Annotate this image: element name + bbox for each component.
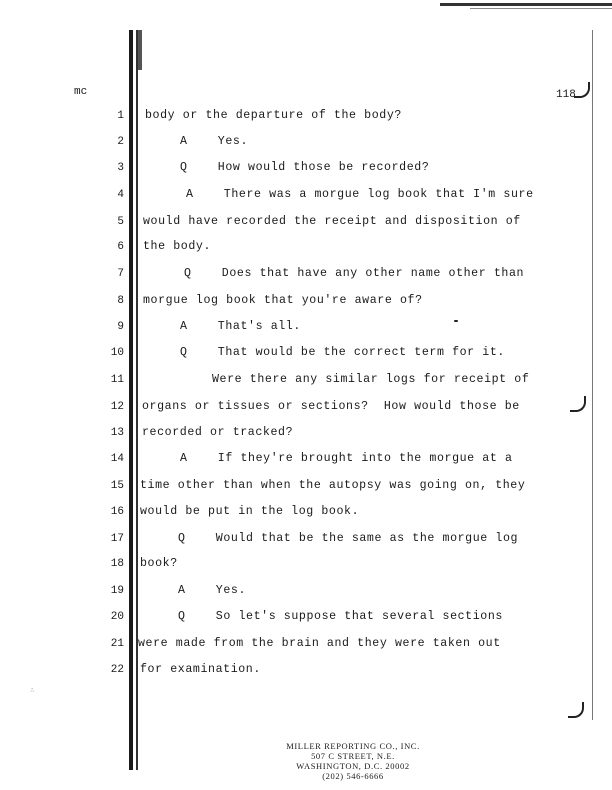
transcript-line-text: Q That would be the correct term for it. [180, 346, 505, 359]
transcript-line-text: Were there any similar logs for receipt of [212, 373, 530, 386]
line-number: 2 [117, 136, 124, 148]
margin-curve-mark [574, 82, 590, 98]
line-number: 10 [110, 347, 124, 359]
line-number: 21 [110, 638, 124, 650]
footer-company: MILLER REPORTING CO., INC. [286, 741, 420, 751]
transcript-line-text: morgue log book that you're aware of? [143, 294, 423, 307]
line-number: 20 [110, 611, 124, 623]
line-number: 1 [117, 110, 124, 122]
scan-speck: ∴ [30, 687, 35, 695]
line-number: 13 [110, 427, 124, 439]
line-number: 12 [110, 401, 124, 413]
transcript-line-text: would be put in the log book. [140, 505, 360, 518]
transcript-line-text: A Yes. [180, 135, 249, 148]
line-number: 8 [117, 295, 124, 307]
line-number: 19 [110, 585, 124, 597]
line-number: 18 [110, 558, 124, 570]
transcript-line-text: body or the departure of the body? [145, 109, 402, 122]
transcript-line-text: A Yes. [178, 584, 247, 597]
transcript-line-text: A If they're brought into the morgue at a [180, 452, 513, 465]
reporter-initials: mc [74, 86, 88, 98]
line-number: 22 [110, 664, 124, 676]
line-number: 6 [117, 241, 124, 253]
line-number: 11 [110, 374, 124, 386]
transcript-line-text: the body. [143, 240, 212, 253]
line-number: 9 [117, 321, 124, 333]
line-number: 7 [117, 268, 124, 280]
line-number: 16 [110, 506, 124, 518]
right-margin-rule [592, 30, 593, 720]
line-number: 4 [117, 189, 124, 201]
footer-city: WASHINGTON, D.C. 20002 [296, 761, 410, 771]
transcript-line-text: Q Does that have any other name other than [184, 267, 525, 280]
left-margin-rule [129, 30, 133, 770]
transcript-line-text: Q Would that be the same as the morgue log [178, 532, 519, 545]
transcript-line-text: organs or tissues or sections? How would those be [142, 400, 520, 413]
line-number: 5 [117, 216, 124, 228]
transcript-line-text: A That's all. [180, 320, 301, 333]
scan-speck [454, 320, 458, 322]
margin-curve-mark [568, 702, 584, 718]
footer-phone: (202) 546-6666 [322, 771, 384, 781]
top-edge-rule [440, 3, 612, 6]
left-margin-rule-inner [136, 30, 138, 770]
transcript-line-text: A There was a morgue log book that I'm sure [186, 188, 534, 201]
transcript-line-text: time other than when the autopsy was going on, they [140, 479, 526, 492]
page-number: 118 [556, 89, 576, 101]
margin-scan-mark [138, 30, 142, 70]
line-number: 14 [110, 453, 124, 465]
top-edge-rule-secondary [470, 8, 612, 9]
line-number: 17 [110, 533, 124, 545]
transcript-line-text: for examination. [140, 663, 261, 676]
transcript-line-text: were made from the brain and they were taken out [138, 637, 501, 650]
transcript-line-text: would have recorded the receipt and disposition of [143, 215, 521, 228]
transcript-line-text: Q How would those be recorded? [180, 161, 430, 174]
footer-street: 507 C STREET, N.E. [311, 751, 395, 761]
margin-curve-mark [570, 396, 586, 412]
line-number: 3 [117, 162, 124, 174]
transcript-line-text: recorded or tracked? [142, 426, 294, 439]
transcript-line-text: Q So let's suppose that several sections [178, 610, 503, 623]
line-number: 15 [110, 480, 124, 492]
transcript-line-text: book? [140, 557, 178, 570]
